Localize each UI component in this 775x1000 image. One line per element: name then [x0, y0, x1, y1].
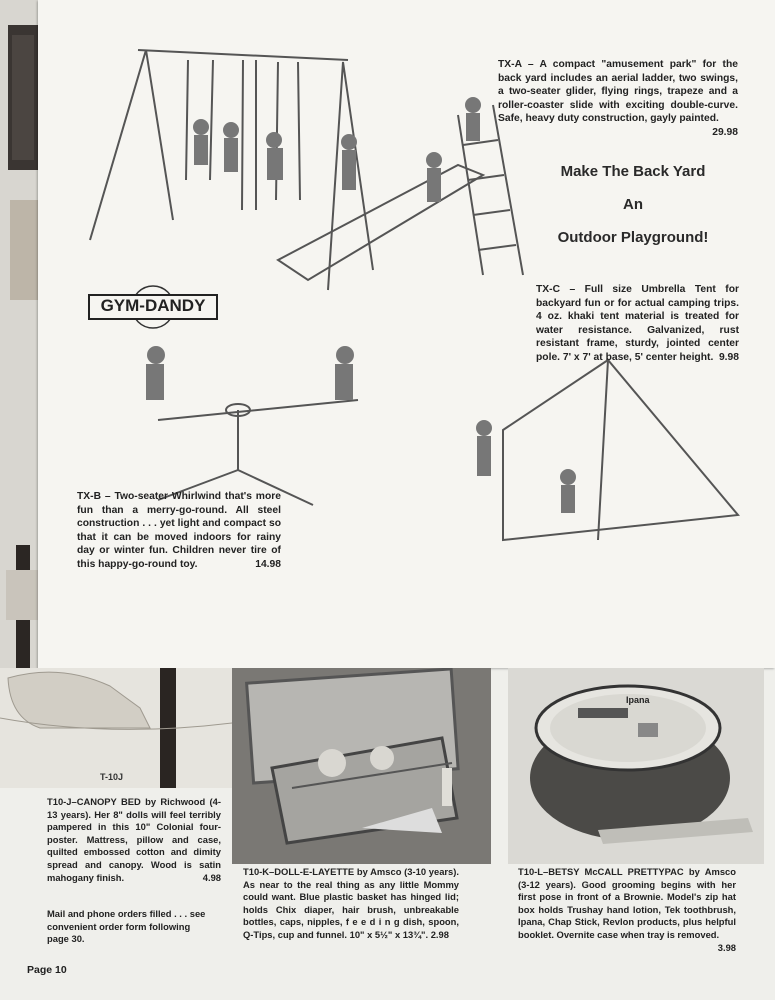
gym-dandy-logo — [87, 285, 219, 329]
prettypac-photo — [508, 668, 764, 864]
headline-line-1: Make The Back Yard — [560, 163, 706, 180]
whirlwind-price: 14.98 — [255, 558, 281, 570]
doll-layette-caption — [243, 866, 459, 942]
tent-price: 9.98 — [718, 351, 739, 363]
prettypac-caption — [518, 866, 736, 954]
headline-line-3: Outdoor Playground! — [557, 229, 709, 246]
tent-description: TX-C – Full size Umbrella Tent for backyard fun or for actual camping trips. 4 oz. khaki tent material is treated for water resistance. Galvanized, rust resistant frame, sturdy, jointed center pole. 7' x 7' at base, 5' center height. — [536, 284, 739, 363]
prettypac-box-label: Ipana — [626, 695, 650, 705]
whirlwind-copy — [77, 490, 281, 571]
canopy-bed-photo-label: T-10J — [100, 772, 124, 782]
whirlwind-description: TX-B – Two-seater Whirlwind that's more fun than a merry-go-round. All steel construction . . . yet light and compact so that it can be moved indoors for rainy day or winter fun. Children never tire of this happy-go-round toy. — [77, 491, 281, 570]
canopy-bed-photo — [0, 668, 232, 788]
doll-layette-photo — [232, 668, 491, 864]
doll-layette-description: T10-K–DOLL-E-LAYETTE by Amsco (3-10 years). As near to the real thing as any little Mommy could want. Blue plastic basket has hinged lid; holds Chix diaper, hair brush, unbreakable bottles, caps, nipples, f e e d i n g dish, spoon, Q-Tips, cup and funnel. 10" x 5½" x 13¾". — [243, 866, 459, 940]
prettypac-description: T10-L–BETSY McCALL PRETTYPAC by Amsco (3-12 years). Good grooming begins with her first pose in front of a Brownie. Model's zip hat box holds Trushay hand lotion, Tek toothbrush, Ipana, Chap Stick, Revlon products, plus helpful booklet. Overnite case when tray is removed. — [518, 866, 736, 940]
page-number: Page 10 — [27, 964, 67, 976]
mail-order-note: Mail and phone orders filled . . . see convenient order form following page 30. — [47, 908, 206, 945]
canopy-bed-caption — [47, 796, 221, 884]
prettypac-price: 3.98 — [717, 941, 736, 953]
bedroom-furniture-photo — [0, 0, 40, 668]
gym-dandy-panel — [38, 0, 775, 668]
swing-set-copy — [498, 58, 738, 139]
headline-line-2: An — [623, 196, 643, 213]
canopy-bed-price: 4.98 — [202, 871, 221, 883]
canopy-bed-description: T10-J–CANOPY BED by Richwood (4-13 years). Her 8" dolls will feel terribly pampered in this 10" Colonial four-poster. Mattress, pillow and case, quilted embossed cotton and dimity spread and canopy. Wood is satin mahogany finish. — [47, 796, 221, 883]
swing-set-price: 29.98 — [712, 126, 738, 138]
headline — [533, 163, 733, 246]
tent-copy — [536, 283, 739, 364]
doll-layette-price: 2.98 — [430, 928, 449, 940]
swing-set-description: TX-A – A compact "amusement park" for the back yard includes an aerial ladder, two swings, a two-seater glider, flying rings, trapeze and a roller-coaster slide with exciting double-curve. Safe, heavy duty construction, gayly painted. — [498, 59, 738, 124]
logo-text: GYM-DANDY — [100, 296, 206, 315]
